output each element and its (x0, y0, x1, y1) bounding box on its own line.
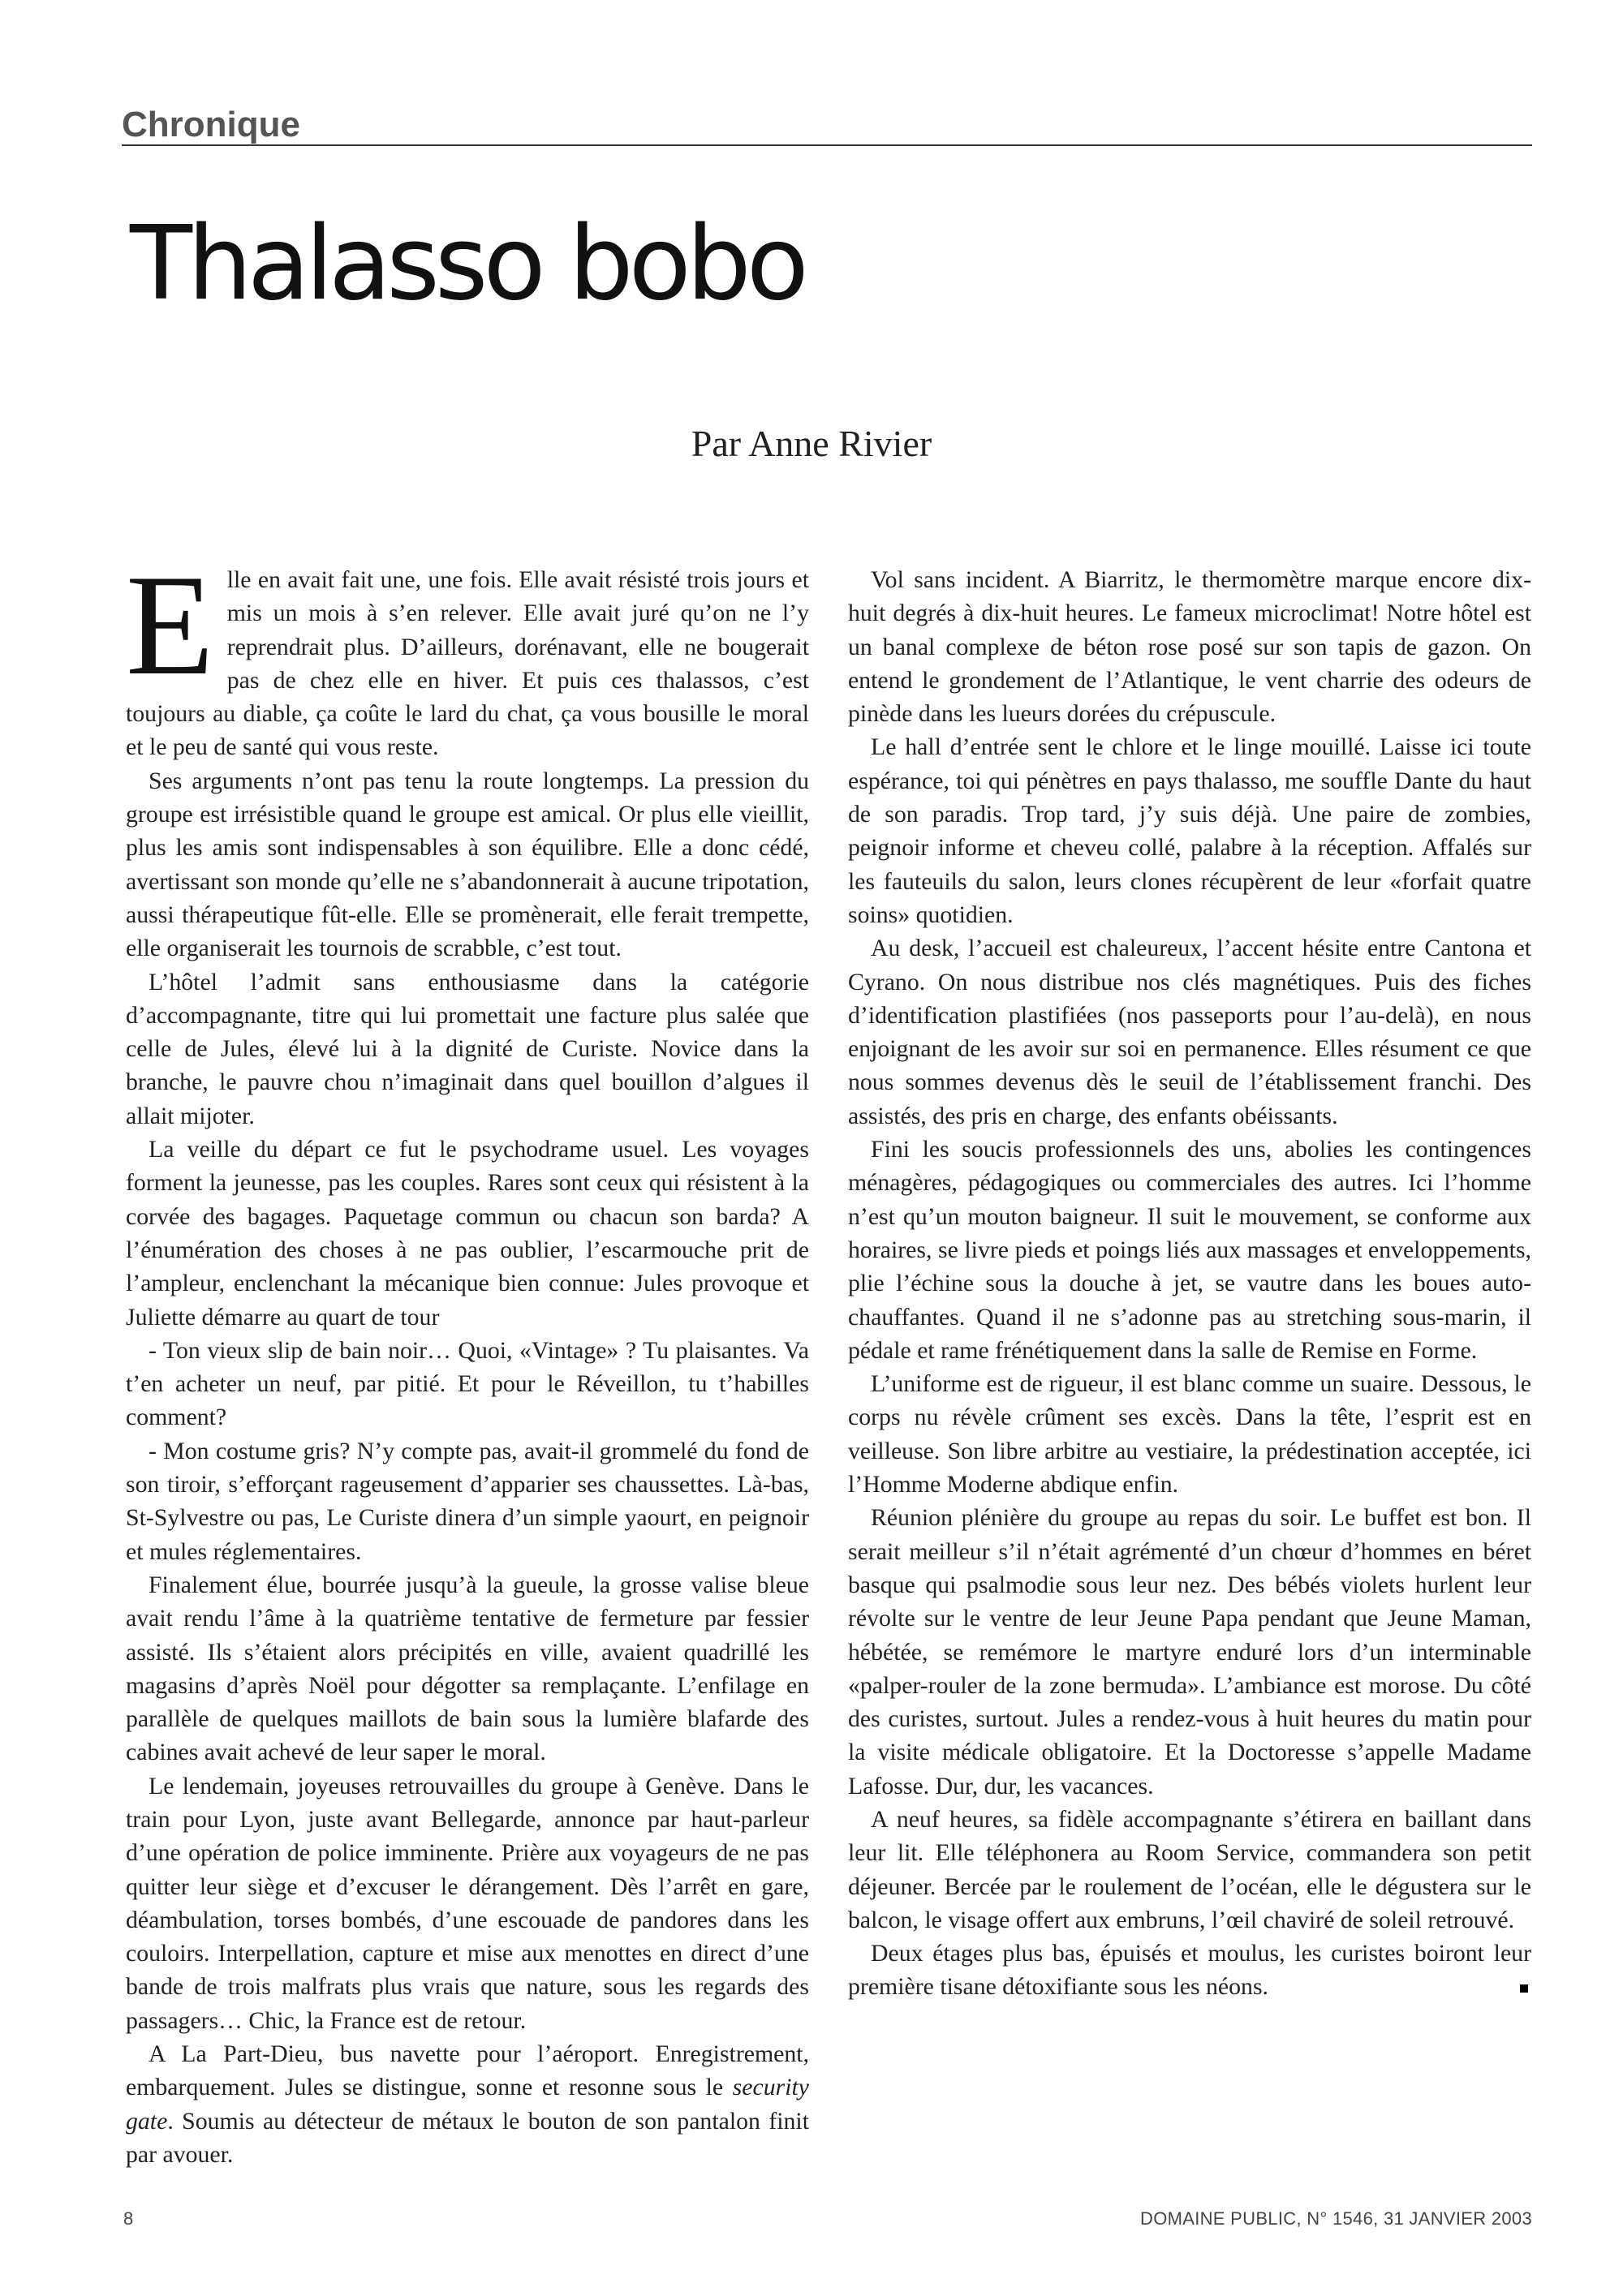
page-number: 8 (123, 2208, 134, 2229)
paragraph-7: Finalement élue, bourrée jusqu’à la gueule, la grosse valise bleue avait rendu l’âme à la quatrième tentative de fermeture par fessier assisté. Ils s’étaient alors précipités en ville, avaient quadrillé les magasins d’après Noël pour dégotter sa remplaçante. L’enfilage en parallèle de quelques maillots de bain sous la lumière blafarde des cabines avait achevé de leur saper le moral. (126, 1571, 809, 1766)
paragraph-1 (126, 544, 809, 764)
end-of-article-mark (1520, 1984, 1528, 1993)
paragraph-3: L’hôtel l’admit sans enthousiasme dans la catégorie d’accompagnante, titre qui lui promettait une facture plus salée que celle de Jules, élevé lui à la dignité de Curiste. Novice dans la branche, le pauvre chou n’imaginait dans quel bouillon d’algues il allait mijoter. (126, 968, 809, 1129)
paragraph-2: Ses arguments n’ont pas tenu la route longtemps. La pression du groupe est irrésistible quand le groupe est amical. Or plus elle vieillit, plus les amis sont indispensables à son équilibre. Elle a donc cédé, avertissant son monde qu’elle ne s’abandonnerait à aucune tripotation, aussi thérapeutique fût-elle. Elle se promènerait, elle ferait trempette, elle organiserait les tournois de scrabble, c’est tout. (126, 767, 809, 962)
paragraph-15: Réunion plénière du groupe au repas du soir. Le buffet est bon. Il serait meilleur s’il n’était agrémenté d’un chœur d’hommes en béret basque qui psalmodie sous leur nez. Des bébés violets hurlent leur révolte sur le ventre de leur Jeune Papa pendant que Jeune Maman, hébétée, se remémore le martyre enduré lors d’un interminable «palper-rouler de la zone bermuda». L’ambiance est morose. Du côté des curistes, surtout. Jules a rendez-vous à huit heures du matin pour la visite médicale obligatoire. Et la Doctoresse s’appelle Madame Lafosse. Dur, dur, les vacances. (848, 1504, 1531, 1799)
paragraph-13: Fini les soucis professionnels des uns, abolies les contingences ménagères, pédagogiques ou commerciales des autres. Ici l’homme n’est qu’un mouton baigneur. Il suit le mouvement, se conforme aux horaires, se livre pieds et poings liés aux massages et enveloppements, plie l’échine sous la douche à jet, se vautre dans les boues auto-chauffantes. Quand il ne s’adonne pas au stretching sous-marin, il pédale et rame frénétiquement dans la salle de Remise en Forme. (848, 1136, 1531, 1364)
paragraph-9-italic: security gate (126, 2074, 809, 2135)
paragraph-9-text-b: . Soumis au détecteur de métaux le bouton de son pantalon finit par avouer. (126, 2107, 809, 2168)
article-byline: Par Anne Rivier (691, 423, 932, 464)
paragraph-16: A neuf heures, sa fidèle accompagnante s’étirera en baillant dans leur lit. Elle téléphonera au Room Service, commandera son petit déjeuner. Bercée par le roulement de l’océan, elle le dégustera sur le balcon, le visage offert aux embruns, l’œil chaviré de soleil retrouvé. (848, 1805, 1531, 1933)
section-rubric: Chronique (122, 104, 1532, 146)
paragraph-1-text: lle en avait fait une, une fois. Elle avait résisté trois jours et mis un mois à s’en relever. Elle avait juré qu’on ne l’y reprendrait plus. D’ailleurs, dorénavant, elle ne bougerait pas de chez elle en hiver. Et puis ces thalassos, c’est toujours au diable, ça coûte le lard du chat, ça vous bousille le moral et le peu de santé qui vous reste. (126, 566, 809, 761)
publication-info: DOMAINE PUBLIC, N° 1546, 31 JANVIER 2003 (1140, 2208, 1532, 2229)
right-column (848, 563, 1531, 2004)
paragraph-17-text: Deux étages plus bas, épuisés et moulus, les curistes boiront leur première tisane détoxifiante sous les néons. (848, 1940, 1531, 2001)
paragraph-8: Le lendemain, joyeuses retrouvailles du groupe à Genève. Dans le train pour Lyon, juste avant Bellegarde, annonce par haut-parleur d’une opération de police imminente. Prière aux voyageurs de ne pas quitter leur siège et d’excuser le dérangement. Dès l’arrêt en gare, déambulation, torses bombés, d’une escouade de pandores dans les couloirs. Interpellation, capture et mise aux menottes en direct d’une bande de trois malfrats plus vrais que nature, sous les regards des passagers… Chic, la France est de retour. (126, 1772, 809, 2034)
paragraph-9-text-a: A La Part-Dieu, bus navette pour l’aéroport. Enregistrement, embarquement. Jules se distingue, sonne et resonne sous le (126, 2040, 809, 2101)
paragraph-9 (126, 2037, 809, 2171)
left-column (126, 544, 809, 2171)
paragraph-14: L’uniforme est de rigueur, il est blanc comme un suaire. Dessous, le corps nu révèle crûment ses excès. Dans la tête, l’esprit est en veilleuse. Son libre arbitre au vestiaire, la prédestination acceptée, ici l’Homme Moderne abdique enfin. (848, 1370, 1531, 1498)
paragraph-12: Au desk, l’accueil est chaleureux, l’accent hésite entre Cantona et Cyrano. On nous distribue nos clés magnétiques. Puis des fiches d’identification plastifiées (nos passeports pour l’au-delà), en nous enjoignant de les avoir sur soi en permanence. Elles résument ce que nous sommes devenus dès le seuil de l’établissement franchi. Des assistés, des pris en charge, des enfants obéissants. (848, 935, 1531, 1129)
article-title: Thalasso bobo (130, 204, 804, 323)
paragraph-4: La veille du départ ce fut le psychodrame usuel. Les voyages forment la jeunesse, pas les couples. Rares sont ceux qui résistent à la corvée des bagages. Paquetage commun ou chacun son barda? A l’énumération des choses à ne pas oublier, l’escarmouche prit de l’ampleur, enclenchant la mécanique bien connue: Jules provoque et Juliette démarre au quart de tour (126, 1136, 809, 1331)
paragraph-10: Vol sans incident. A Biarritz, le thermomètre marque encore dix-huit degrés à dix-huit heures. Le fameux microclimat! Notre hôtel est un banal complexe de béton rose posé sur son tapis de gazon. On entend le grondement de l’Atlantique, le vent charrie des odeurs de pinède dans les lueurs dorées du crépuscule. (848, 566, 1531, 728)
dropcap: E (126, 544, 214, 705)
paragraph-17 (848, 1937, 1531, 2004)
paragraph-6: - Mon costume gris? N’y compte pas, avait-il grommelé du fond de son tiroir, s’efforçant rageusement d’apparier ses chaussettes. Là-bas, St-Sylvestre ou pas, Le Curiste dinera d’un simple yaourt, en peignoir et mules réglementaires. (126, 1437, 809, 1565)
paragraph-11: Le hall d’entrée sent le chlore et le linge mouillé. Laisse ici toute espérance, toi qui pénètres en pays thalasso, me souffle Dante du haut de son paradis. Trop tard, j’y suis déjà. Une paire de zombies, peignoir informe et cheveu collé, palabre à la réception. Affalés sur les fauteuils du salon, leurs clones récupèrent de leur «forfait quatre soins» quotidien. (848, 733, 1531, 928)
paragraph-5: - Ton vieux slip de bain noir… Quoi, «Vintage» ? Tu plaisantes. Va t’en acheter un neuf, par pitié. Et pour le Réveillon, tu t’habilles comment? (126, 1336, 809, 1431)
